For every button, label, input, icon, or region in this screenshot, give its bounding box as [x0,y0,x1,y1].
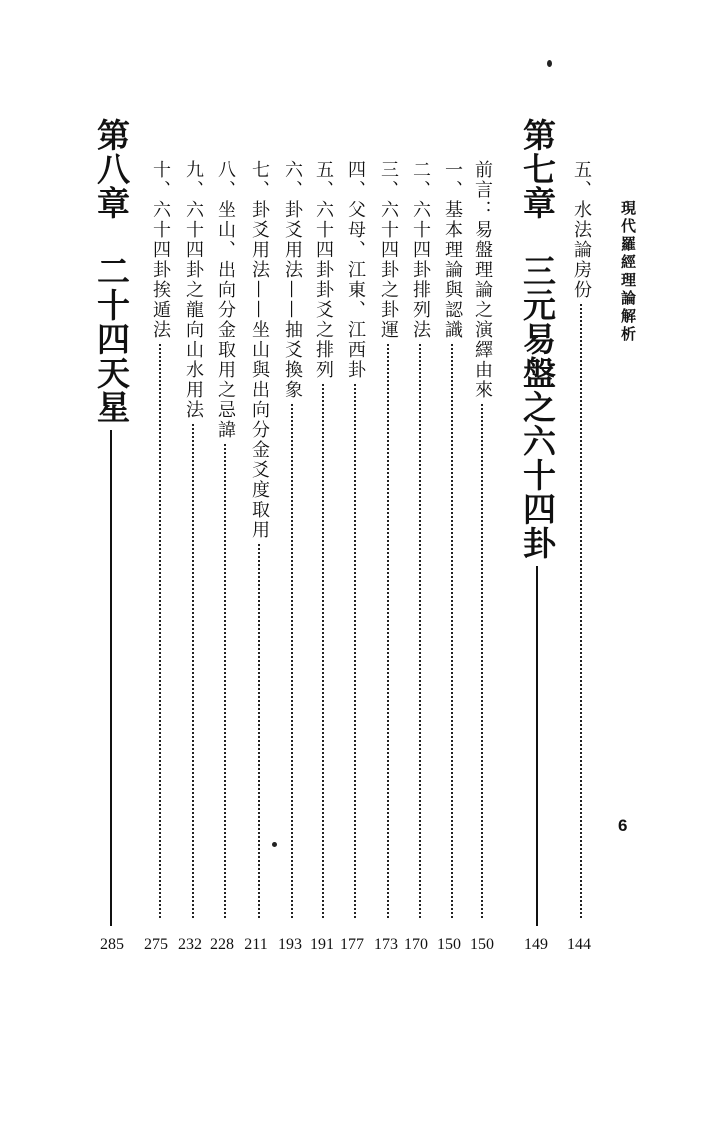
toc-entry-11 [181,160,205,918]
toc-page-number: 232 [178,936,202,953]
toc-page-number: 211 [244,936,268,953]
chapter-title: 第八章 二十四天星 [92,118,131,424]
toc-entry-title: 七、卦爻用法——坐山與出向分金爻度取用 [249,160,270,540]
toc-entry-2 [470,160,494,918]
dot-leader [354,384,356,918]
toc-entry-title: 三、六十四卦之卦運 [378,160,399,340]
toc-entry-4 [408,160,432,918]
toc-entry-5 [376,160,400,918]
toc-entry-12 [148,160,172,918]
toc-entry-title: 八、坐山、出向分金取用之忌諱 [215,160,236,440]
chapter-rule [536,566,538,926]
chapter-heading-8 [92,118,130,926]
toc-page-number: 173 [374,936,398,953]
dot-leader [224,444,226,918]
dot-leader [291,404,293,918]
toc-entry-8 [280,160,304,918]
dot-leader [580,304,582,918]
toc-entry-title: 六、卦爻用法——抽爻換象 [282,160,303,400]
toc-page-number: 150 [437,936,461,953]
dot-leader [451,344,453,918]
chapter-heading-7 [518,118,556,926]
page-number: 6 [618,816,628,835]
toc-entry-10 [213,160,237,918]
toc-page-number: 150 [470,936,494,953]
toc-page-number: 228 [210,936,234,953]
toc-entry-9 [247,160,271,918]
toc-entry-6 [343,160,367,918]
toc-page-number: 285 [100,936,124,953]
toc-entry-title: 十、六十四卦挨遁法 [150,160,171,340]
chapter-rule [110,430,112,926]
dot-leader [192,424,194,918]
toc-page-number: 149 [524,936,548,953]
chapter-title: 第七章 三元易盤之六十四卦 [518,118,557,560]
toc-page-number: 191 [310,936,334,953]
scan-speck [547,60,552,67]
toc-page-number: 170 [404,936,428,953]
toc-entry-7 [311,160,335,918]
dot-leader [387,344,389,918]
toc-page-number: 193 [278,936,302,953]
toc-page-number: 177 [340,936,364,953]
toc-entry-title: 二、六十四卦排列法 [410,160,431,340]
running-header: 現代羅經理論解析 [619,200,637,344]
scan-speck [272,842,277,847]
dot-leader [419,344,421,918]
dot-leader [159,344,161,918]
toc-entry-title: 一、基本理論與認識 [442,160,463,340]
toc-page-number: 275 [144,936,168,953]
toc-entry-3 [440,160,464,918]
toc-entry-title: 四、父母、江東、江西卦 [345,160,366,380]
toc-entry-title: 五、六十四卦卦爻之排列 [313,160,334,380]
toc-page-number: 144 [567,936,591,953]
toc-entry-title: 五、水法論房份 [571,160,592,300]
dot-leader [258,544,260,918]
dot-leader [322,384,324,918]
toc-entry-0 [569,160,593,918]
dot-leader [481,404,483,918]
toc-entry-title: 九、六十四卦之龍向山水用法 [183,160,204,420]
toc-entry-title: 前言：易盤理論之演繹由來 [472,160,493,400]
